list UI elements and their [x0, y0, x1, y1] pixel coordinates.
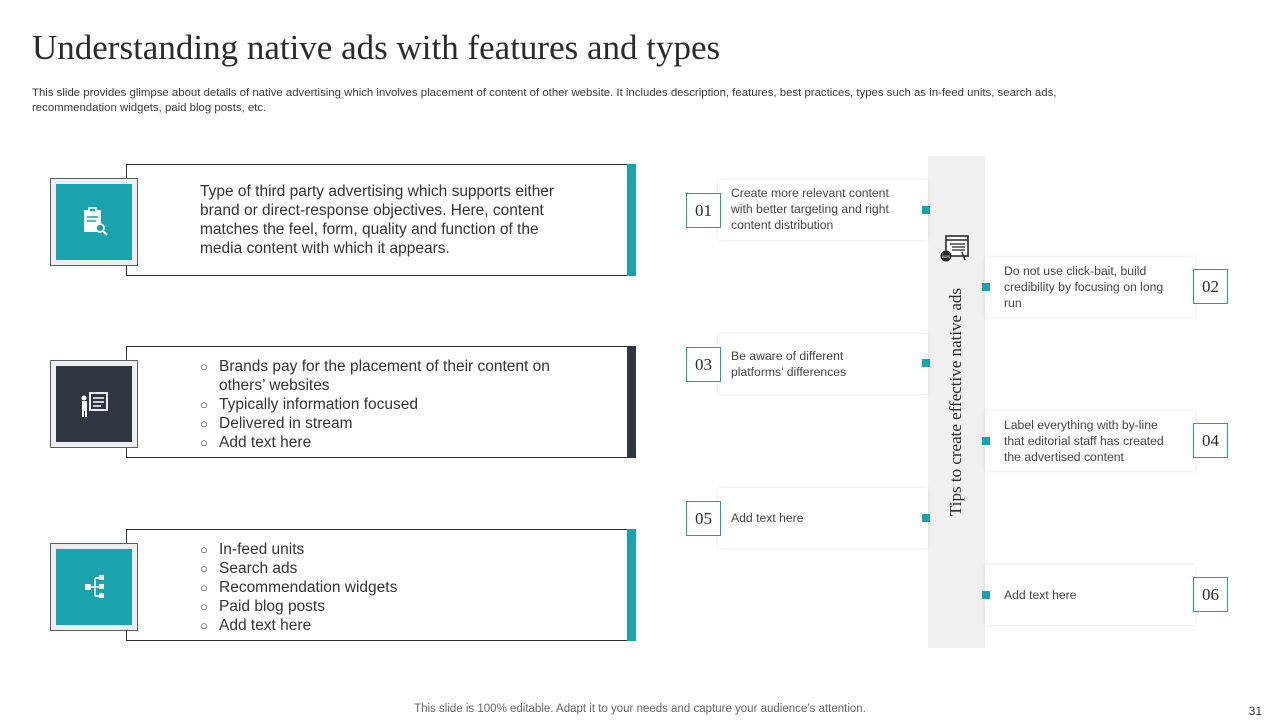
footer-note: This slide is 100% editable. Adapt it to your needs and capture your audience’s attention.: [414, 703, 866, 715]
list-item: ○ Brands pay for the placement of their content on others’ websites: [200, 357, 580, 395]
tips-title: Tips to create effective native ads: [946, 287, 965, 517]
tip-text: Do not use click-bait, build credibility by focusing on long run: [1004, 264, 1164, 310]
tip-dot: [922, 359, 930, 367]
tip-item: [686, 488, 928, 548]
card-icon-frame: [50, 360, 138, 448]
list-item: ○ Add text here: [200, 616, 580, 635]
list-item: ○ Recommendation widgets: [200, 578, 580, 597]
tip-text: Create more relevant content with better targeting and right content distribution: [731, 186, 889, 232]
page-title: Understanding native ads with features and types: [32, 28, 721, 67]
tip-item: [686, 334, 928, 394]
features-card: [50, 346, 636, 460]
list-item: ○ Paid blog posts: [200, 597, 580, 616]
description-card: [50, 164, 636, 278]
ads-icon: [940, 234, 970, 264]
tip-dot: [982, 437, 990, 445]
list-item: ○ In-feed units: [200, 540, 580, 559]
list-item: ○ Search ads: [200, 559, 580, 578]
tip-item: [686, 180, 928, 240]
card-accent-bar: [627, 164, 636, 276]
tip-number: 01: [686, 193, 721, 228]
tip-text: Be aware of different platforms’ differences: [731, 349, 847, 379]
card-types-list: [200, 540, 580, 635]
tip-text: Label everything with by-line that editorial staff has created the advertised content: [1004, 418, 1164, 464]
tip-dot: [982, 283, 990, 291]
tip-item: [985, 411, 1228, 471]
tip-text: Add text here: [1004, 588, 1077, 602]
tip-item: [985, 257, 1228, 317]
list-item: ○ Add text here: [200, 433, 580, 452]
tip-number: 03: [686, 347, 721, 382]
page-subtitle: This slide provides glimpse about details of native advertising which involves placement of content of other website. It includes description, features, best practices, types such as in-feed units, search ads, recommendation widgets, paid blog posts, etc.: [32, 87, 1057, 114]
tip-dot: [982, 591, 990, 599]
types-card: [50, 529, 636, 643]
clipboard-search-icon: [56, 184, 132, 260]
presentation-icon: [56, 366, 132, 442]
tip-item: [985, 565, 1228, 625]
card-accent-bar: [627, 346, 636, 458]
card-icon-frame: [50, 543, 138, 631]
page-number: 31: [1248, 704, 1262, 718]
card-features-list: [200, 357, 580, 452]
svg-text:ADS: ADS: [941, 254, 951, 259]
list-item: ○ Typically information focused: [200, 395, 580, 414]
tip-dot: [922, 514, 930, 522]
tip-text: Add text here: [731, 511, 804, 525]
card-accent-bar: [627, 529, 636, 641]
tip-number: 04: [1193, 423, 1228, 458]
tip-dot: [922, 206, 930, 214]
tip-number: 05: [686, 501, 721, 536]
hierarchy-icon: [56, 549, 132, 625]
list-item: ○ Delivered in stream: [200, 414, 580, 433]
tip-number: 02: [1193, 269, 1228, 304]
card-description: Type of third party advertising which supports either brand or direct-response objectives. Here, content matches the feel, form, quality and function of the media content with which it appears.: [200, 183, 555, 257]
tip-number: 06: [1193, 577, 1228, 612]
card-icon-frame: [50, 178, 138, 266]
